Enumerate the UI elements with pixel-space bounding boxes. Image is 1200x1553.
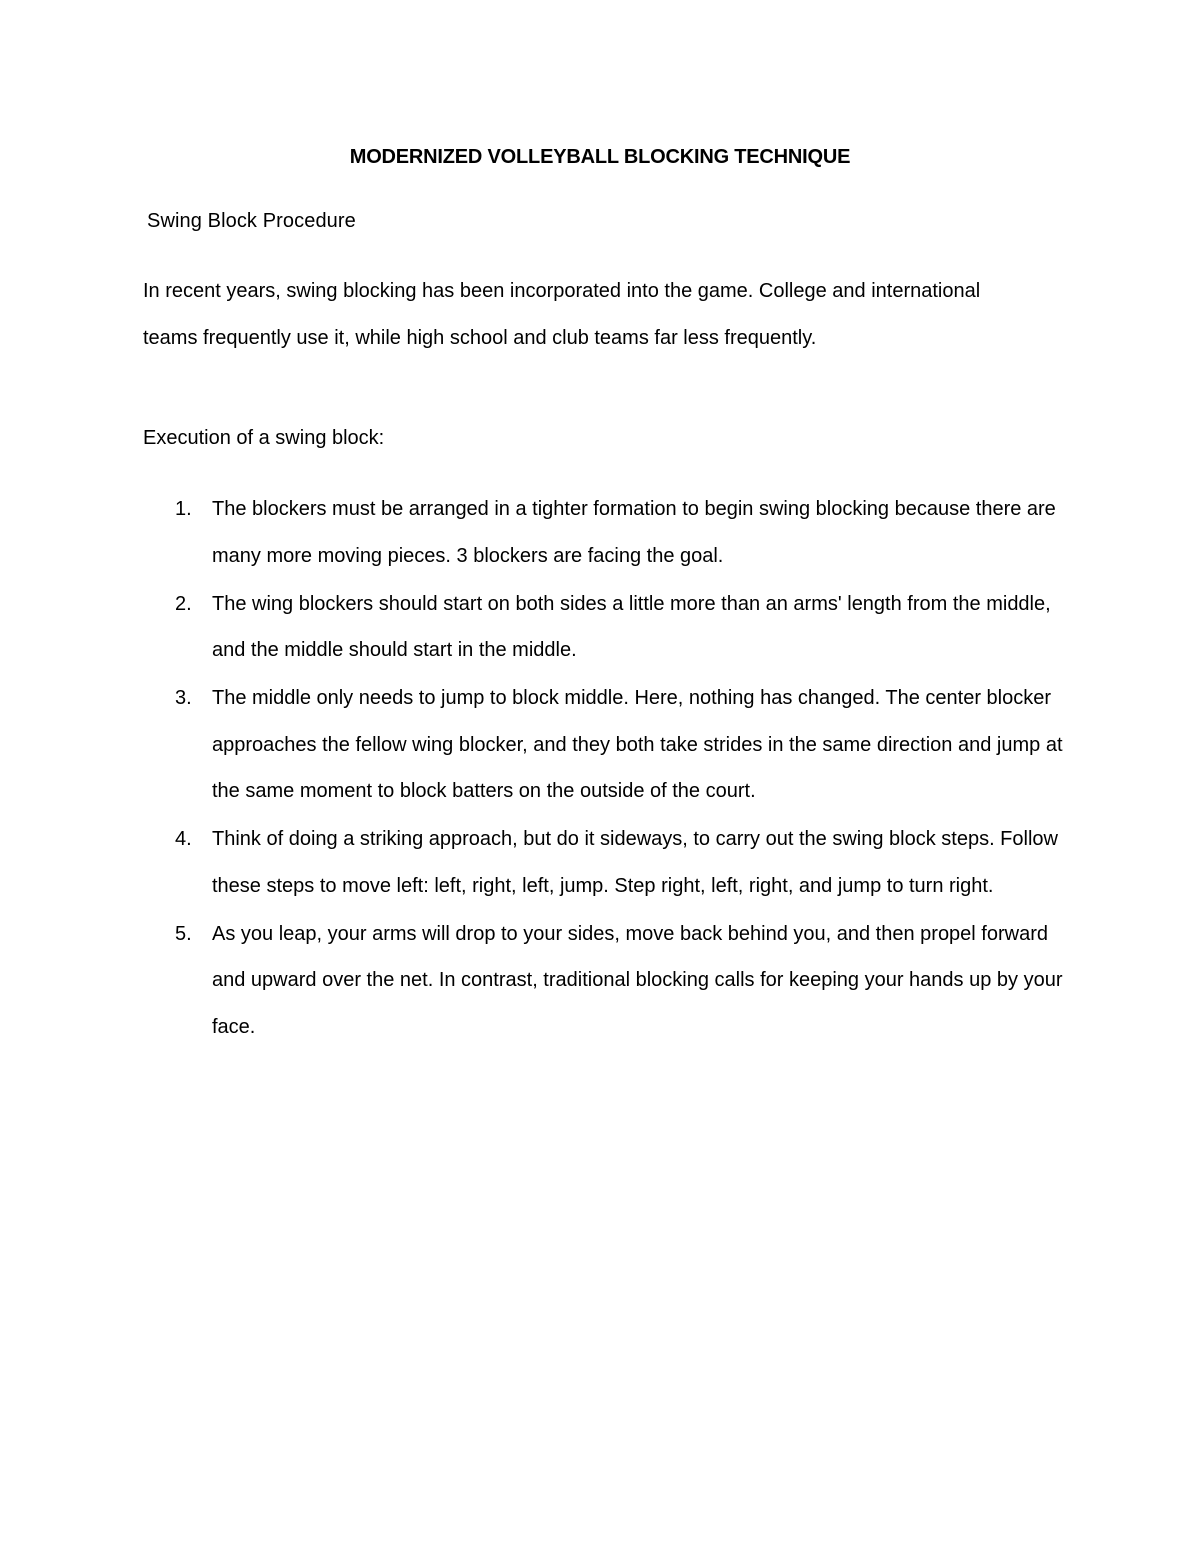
- step-number: 4.: [175, 828, 192, 850]
- step-number: 3.: [175, 687, 192, 709]
- step-text: The blockers must be arranged in a tighter formation to begin swing blocking because there are many more moving pieces. 3 blockers are facing the goal.: [212, 498, 1056, 567]
- step-text: Think of doing a striking approach, but do it sideways, to carry out the swing block steps. Follow these steps to move left: left, right, left, jump. Step right, left, right, and jump to turn right.: [212, 828, 1058, 897]
- list-item: [0, 486, 1200, 579]
- section-subtitle: Swing Block Procedure: [147, 210, 356, 232]
- document-title: MODERNIZED VOLLEYBALL BLOCKING TECHNIQUE: [349, 146, 851, 168]
- execution-heading: Execution of a swing block:: [143, 427, 385, 449]
- step-number: 2.: [175, 592, 192, 615]
- list-item: [0, 911, 1200, 1051]
- step-text: As you leap, your arms will drop to your sides, move back behind you, and then propel forward and upward over the net. In contrast, traditional blocking calls for keeping your hands up by your face.: [212, 922, 1063, 1038]
- intro-paragraph: In recent years, swing blocking has been incorporated into the game. College and international teams frequently use it, while high school and club teams far less frequently.: [143, 280, 981, 349]
- step-text: The wing blockers should start on both sides a little more than an arms' length from the middle, and the middle should start in the middle.: [212, 592, 1051, 661]
- step-number: 1.: [175, 498, 192, 520]
- step-number: 5.: [175, 922, 192, 945]
- list-item: [0, 816, 1200, 909]
- list-item: [0, 675, 1200, 815]
- step-text: The middle only needs to jump to block middle. Here, nothing has changed. The center blocker approaches the fellow wing blocker, and they both take strides in the same direction and jump at the same moment to block batters on the outside of the court.: [212, 687, 1063, 802]
- list-item: [0, 581, 1200, 674]
- steps-list: [0, 486, 1200, 1052]
